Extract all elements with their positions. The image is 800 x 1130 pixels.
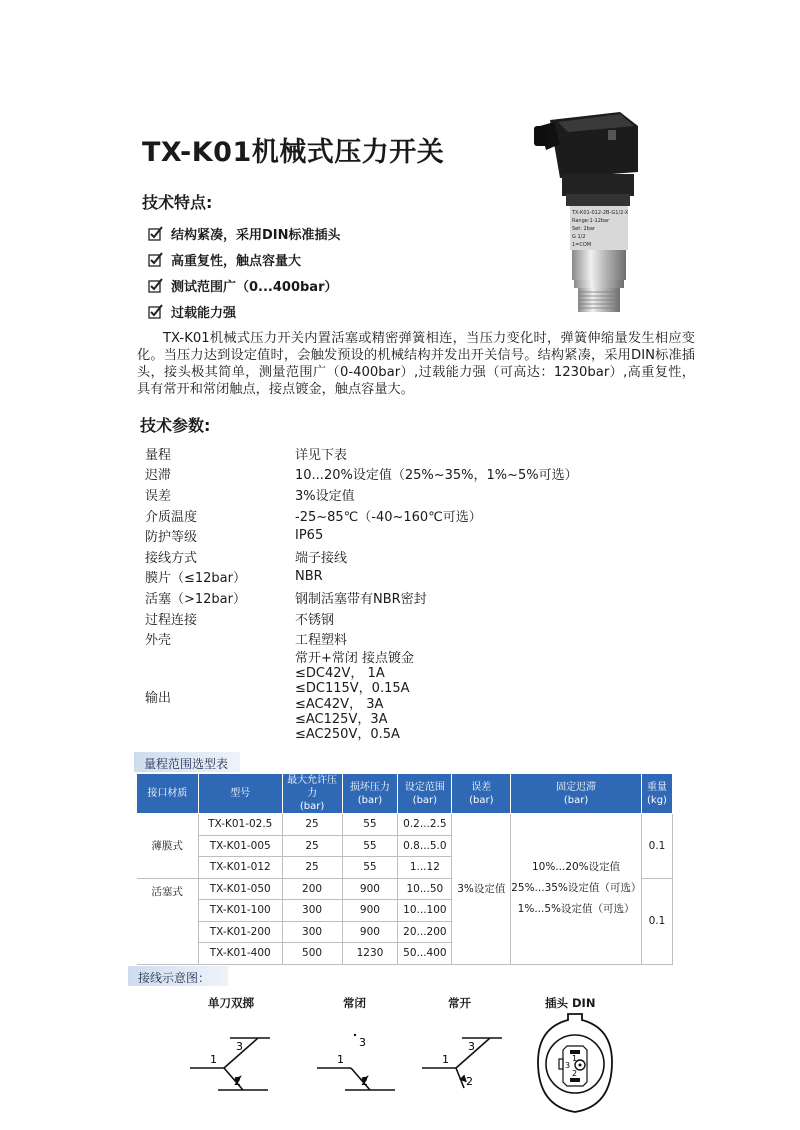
param-row	[145, 608, 578, 629]
product-label-line: TX-K01-012-2B-G1/2-X	[572, 210, 629, 216]
checkbox-checked-icon	[148, 226, 163, 241]
set-range-cell: 20...200	[398, 921, 452, 943]
product-label-line: 1=COM	[572, 242, 592, 248]
terminal-2: 2	[572, 1069, 578, 1078]
normally-open-icon	[420, 1030, 510, 1095]
checkbox-checked-icon	[148, 304, 163, 319]
param-value: 工程塑料	[295, 633, 348, 649]
set-range-cell: 10...100	[398, 900, 452, 922]
hysteresis-line: 1%...5%设定值（可选）	[517, 903, 635, 916]
param-value: -25~85℃（-40~160℃可选）	[295, 509, 482, 525]
terminal-3: 3	[565, 1061, 571, 1070]
output-line: ≤DC42V， 1A	[295, 666, 385, 682]
hysteresis-cell	[511, 814, 642, 965]
max-pressure-cell: 25	[282, 814, 342, 836]
max-pressure-cell: 300	[282, 921, 342, 943]
column-header: 设定范围 (bar)	[398, 774, 452, 814]
spdt-switch-icon	[188, 1030, 278, 1095]
normally-closed-icon	[315, 1030, 405, 1095]
burst-pressure-cell: 55	[342, 857, 398, 879]
param-key: 外壳	[145, 633, 172, 649]
param-row	[145, 587, 578, 608]
feature-item	[148, 272, 341, 298]
material-cell: 活塞式	[137, 878, 199, 964]
params-list	[145, 443, 578, 742]
feature-text: 结构紧凑，采用DIN标准插头	[171, 227, 341, 243]
model-cell: TX-K01-200	[198, 921, 282, 943]
set-range-cell: 50...400	[398, 943, 452, 965]
weight-cell: 0.1	[641, 814, 672, 879]
terminal-3: 3	[468, 1040, 475, 1053]
terminal-3: 3	[236, 1040, 243, 1053]
terminal-2: 2	[466, 1075, 473, 1088]
material-cell: 薄膜式	[137, 814, 199, 879]
feature-text: 测试范围广（0...400bar）	[171, 279, 338, 295]
param-value: 不锈钢	[295, 612, 335, 628]
wiring-diagrams	[180, 995, 700, 1125]
param-key: 接线方式	[145, 550, 198, 566]
intro-text: TX-K01机械式压力开关内置活塞或精密弹簧相连，当压力变化时，弹簧伸缩量发生相应变化。当压力达到设定值时，会触发预设的机械结构并发出开关信号。结构紧凑，采用DIN标准插头，接头极其简单，测量范围广（0-400bar）,过载能力强（可高达：1230bar）,高重复性，具有常开和常闭触点，接点镀金，触点容量大。	[137, 331, 695, 397]
feature-text: 过载能力强	[171, 305, 237, 321]
burst-pressure-cell: 55	[342, 814, 398, 836]
checkbox-checked-icon	[148, 278, 163, 293]
param-value: 钢制活塞带有NBR密封	[295, 591, 427, 607]
output-line: ≤DC115V，0.15A	[295, 681, 410, 697]
column-header: 固定迟滞 (bar)	[511, 774, 642, 814]
range-table	[136, 773, 673, 965]
param-row	[145, 505, 578, 526]
output-line: ≤AC42V， 3A	[295, 696, 384, 712]
model-cell: TX-K01-005	[198, 835, 282, 857]
param-value: 3%设定值	[295, 488, 355, 504]
model-cell: TX-K01-400	[198, 943, 282, 965]
output-line: ≤AC250V，0.5A	[295, 726, 400, 742]
param-row	[145, 464, 578, 485]
param-row	[145, 484, 578, 505]
param-value: 10...20%设定值（25%~35%，1%~5%可选）	[295, 468, 578, 484]
max-pressure-cell: 500	[282, 943, 342, 965]
column-header: 误差 (bar)	[452, 774, 511, 814]
set-range-cell: 1...12	[398, 857, 452, 879]
burst-pressure-cell: 55	[342, 835, 398, 857]
param-key: 介质温度	[145, 509, 198, 525]
model-cell: TX-K01-050	[198, 878, 282, 900]
param-row	[145, 546, 578, 567]
output-line: ≤AC125V，3A	[295, 711, 388, 727]
product-label-line: G 1/2	[572, 234, 586, 240]
weight-cell: 0.1	[641, 878, 672, 964]
param-value: 详见下表	[295, 447, 348, 463]
table-header-row	[137, 774, 673, 814]
product-label-line: Range:1-12bar	[572, 218, 610, 224]
feature-item	[148, 220, 341, 246]
hysteresis-line: 25%...35%设定值（可选）	[511, 882, 642, 895]
wiring-caption: 接线示意图：	[128, 966, 228, 986]
model-cell: TX-K01-100	[198, 900, 282, 922]
param-key: 量程	[145, 447, 172, 463]
table-caption: 量程范围选型表	[134, 752, 240, 772]
diagram-label-nc: 常闭	[343, 996, 366, 1010]
param-key: 活塞（>12bar）	[145, 591, 246, 607]
table-row	[137, 814, 673, 836]
model-cell: TX-K01-012	[198, 857, 282, 879]
output-values	[295, 651, 414, 742]
max-pressure-cell: 300	[282, 900, 342, 922]
terminal-2: 2	[361, 1075, 368, 1088]
feature-item	[148, 246, 341, 272]
error-cell: 3%设定值	[452, 814, 511, 965]
terminal-2: 2	[234, 1075, 241, 1088]
feature-list	[148, 220, 341, 324]
param-value: IP65	[295, 528, 324, 544]
output-line: 常开+常闭 接点镀金	[295, 650, 415, 666]
param-row	[145, 567, 578, 588]
param-row	[145, 628, 578, 649]
din-plug-icon	[530, 1010, 620, 1120]
param-row-output	[145, 651, 578, 742]
intro-paragraph	[137, 330, 695, 398]
terminal-1: 1	[210, 1053, 217, 1066]
column-header: 接口材质	[137, 774, 199, 814]
terminal-1: 1	[337, 1053, 344, 1066]
param-key: 膜片（≤12bar）	[145, 571, 246, 587]
checkbox-checked-icon	[148, 252, 163, 267]
set-range-cell: 0.8...5.0	[398, 835, 452, 857]
param-key: 误差	[145, 488, 172, 504]
param-value: NBR	[295, 569, 323, 585]
product-label-line: Set: 2bar	[572, 226, 595, 232]
terminal-1: 1	[572, 1054, 578, 1063]
product-image	[520, 100, 660, 315]
param-key: 过程连接	[145, 612, 198, 628]
diagram-label-din: 插头 DIN	[545, 996, 596, 1010]
feature-text: 高重复性，触点容量大	[171, 253, 302, 269]
features-heading: 技术特点:	[142, 193, 213, 212]
burst-pressure-cell: 900	[342, 921, 398, 943]
burst-pressure-cell: 1230	[342, 943, 398, 965]
burst-pressure-cell: 900	[342, 878, 398, 900]
burst-pressure-cell: 900	[342, 900, 398, 922]
diagram-label-spdt: 单刀双掷	[208, 996, 254, 1010]
max-pressure-cell: 200	[282, 878, 342, 900]
terminal-3: 3	[359, 1036, 366, 1049]
max-pressure-cell: 25	[282, 835, 342, 857]
max-pressure-cell: 25	[282, 857, 342, 879]
param-key: 迟滞	[145, 468, 172, 484]
param-value: 端子接线	[295, 550, 348, 566]
hysteresis-line: 10%...20%设定值	[531, 861, 621, 874]
set-range-cell: 10...50	[398, 878, 452, 900]
params-heading: 技术参数:	[140, 416, 211, 435]
column-header: 型号	[198, 774, 282, 814]
terminal-1: 1	[442, 1053, 449, 1066]
column-header: 最大允许压力 (bar)	[282, 774, 342, 814]
param-key: 防护等级	[145, 530, 198, 546]
param-key: 输出	[145, 691, 172, 707]
diagram-label-no: 常开	[448, 996, 471, 1010]
param-row	[145, 525, 578, 546]
column-header: 重量 (kg)	[641, 774, 672, 814]
page-title: TX-K01机械式压力开关	[142, 137, 445, 168]
feature-item	[148, 298, 341, 324]
column-header: 损坏压力 (bar)	[342, 774, 398, 814]
param-row	[145, 443, 578, 464]
model-cell: TX-K01-02.5	[198, 814, 282, 836]
set-range-cell: 0.2...2.5	[398, 814, 452, 836]
